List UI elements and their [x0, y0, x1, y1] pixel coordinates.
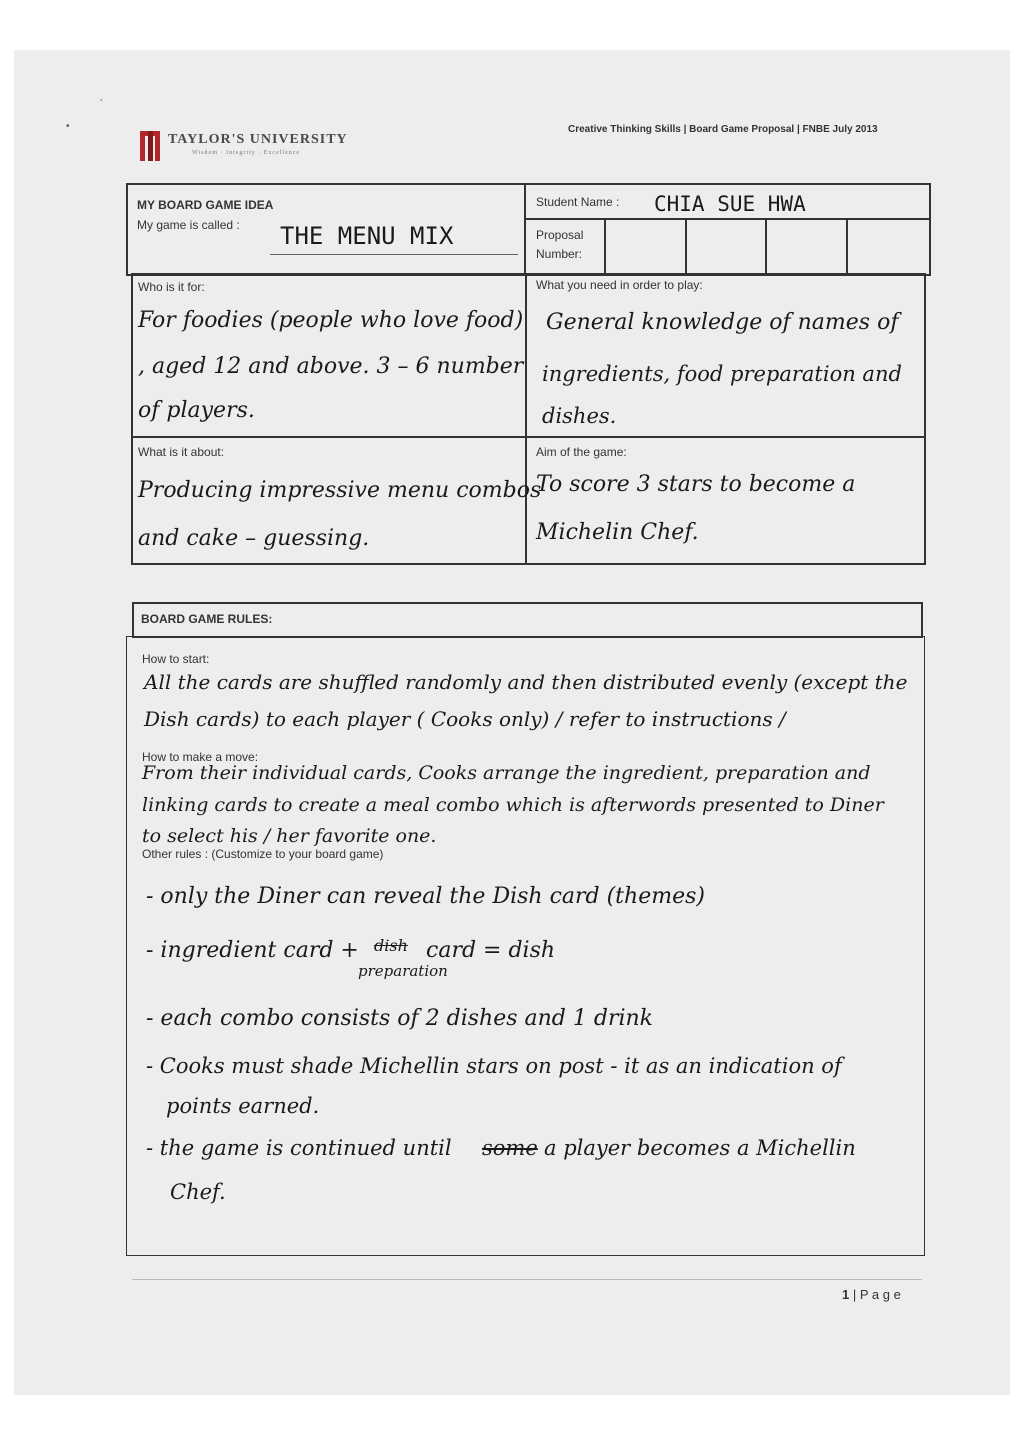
how-to-move-label: How to make a move: [142, 750, 259, 764]
start-line: All the cards are shuffled randomly and then distributed evenly (except the [144, 670, 908, 694]
other-rule-line: - only the Diner can reveal the Dish card (themes) [146, 884, 705, 909]
game-name-label: My game is called : [137, 218, 240, 232]
struck-word: some [482, 1136, 538, 1160]
other-rule-line: points earned. [166, 1094, 320, 1118]
idea-box [126, 183, 931, 276]
move-line: linking cards to create a meal combo which is afterwords presented to Diner [142, 794, 884, 816]
page-number [842, 1287, 901, 1302]
page-word: | P a g e [852, 1287, 901, 1302]
scan-mark: ’ [100, 98, 103, 109]
aim-label: Aim of the game: [536, 445, 627, 459]
footer-divider [132, 1279, 922, 1280]
university-tagline: Wisdom · Integrity · Excellence [192, 150, 301, 156]
game-name-value: THE MENU MIX [280, 222, 454, 250]
other-rule-line: card = dish [426, 938, 556, 963]
move-line: to select his / her favorite one. [142, 825, 437, 847]
who-line: , aged 12 and above. 3 – 6 number [138, 354, 524, 379]
rules-title: BOARD GAME RULES: [141, 612, 273, 626]
need-label: What you need in order to play: [536, 278, 703, 292]
section-title-idea: MY BOARD GAME IDEA [137, 198, 274, 212]
about-label: What is it about: [138, 445, 225, 459]
logo-emblem-icon [140, 131, 160, 161]
need-line: ingredients, food preparation and [542, 362, 902, 386]
other-rule-line: Chef. [170, 1180, 226, 1204]
other-rule-line: - ingredient card + [146, 938, 359, 963]
about-line: Producing impressive menu combos [138, 478, 542, 503]
other-rule-line: - each combo consists of 2 dishes and 1 drink [146, 1006, 654, 1031]
inserted-word: preparation [358, 962, 448, 980]
who-line: of players. [138, 398, 255, 423]
need-line: General knowledge of names of [546, 310, 899, 335]
struck-word: dish [374, 936, 408, 955]
about-line: and cake – guessing. [138, 526, 370, 551]
page-number-value: 1 [842, 1287, 850, 1302]
student-name-label: Student Name : [536, 195, 620, 209]
scan-mark: • [66, 121, 70, 132]
aim-line: Michelin Chef. [536, 520, 699, 545]
need-line: dishes. [542, 404, 617, 428]
other-rule-line: a player becomes a Michellin [544, 1136, 856, 1160]
university-name: TAYLOR'S UNIVERSITY [168, 132, 348, 147]
other-rules-label: Other rules : (Customize to your board game) [142, 847, 384, 861]
start-line: Dish cards) to each player ( Cooks only) / refer to instructions / [144, 707, 786, 731]
other-rule-line: - Cooks must shade Michellin stars on post - it as an indication of [146, 1054, 842, 1078]
who-label: Who is it for: [138, 280, 205, 294]
student-name-value: CHIA SUE HWA [654, 192, 806, 216]
how-to-start-label: How to start: [142, 652, 210, 666]
move-line: From their individual cards, Cooks arrange the ingredient, preparation and [142, 762, 871, 784]
other-rule-line: - the game is continued until [146, 1136, 452, 1160]
proposal-label-line1: Proposal [536, 228, 584, 242]
university-logo [140, 131, 348, 161]
proposal-label-line2: Number: [536, 247, 583, 261]
aim-line: To score 3 stars to become a [536, 472, 856, 497]
course-info: Creative Thinking Skills | Board Game Proposal | FNBE July 2013 [568, 124, 878, 135]
who-line: For foodies (people who love food) [138, 308, 524, 333]
